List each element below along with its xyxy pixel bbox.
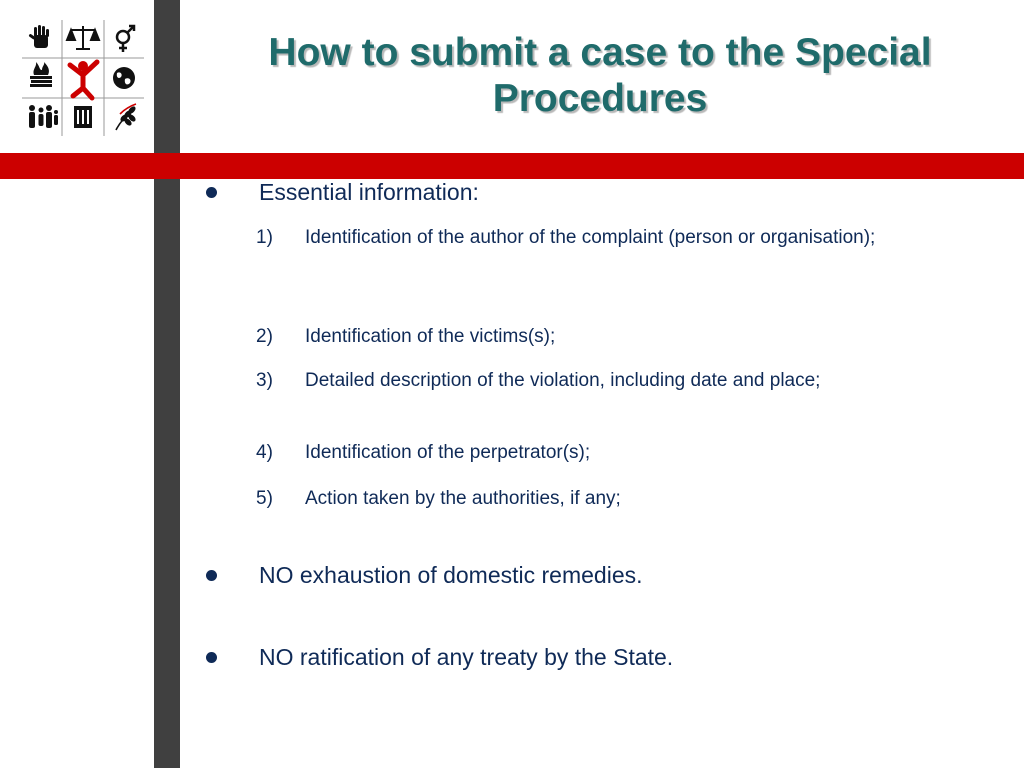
burning-books-icon: [30, 62, 52, 87]
family-group-icon: [29, 105, 58, 128]
human-rights-logo: [20, 18, 146, 138]
raised-hand-icon: [28, 25, 49, 48]
item-number: 5): [256, 488, 273, 509]
bullet-dot-icon: [206, 570, 217, 581]
slide-title: How to submit a case to the Special Procedures: [268, 31, 932, 120]
horizontal-red-bar: [0, 153, 1024, 179]
item-text: Detailed description of the violation, including date and place;: [305, 370, 821, 391]
item-number: 3): [256, 370, 273, 391]
item-text: Identification of the author of the complaint (person or organisation);: [305, 227, 876, 248]
prison-bars-icon: [74, 106, 92, 128]
item-text: Identification of the victims(s);: [305, 326, 556, 347]
wheat-icon: [116, 104, 136, 130]
gender-symbol-icon: [117, 26, 134, 52]
globe-icon: [113, 67, 135, 89]
item-number: 1): [256, 227, 273, 248]
item-number: 2): [256, 326, 273, 347]
vertical-gray-bar: [154, 0, 180, 768]
bullet-text: Essential information:: [259, 179, 479, 205]
human-figure-icon: [70, 61, 97, 98]
item-number: 4): [256, 442, 273, 463]
logo-grid: [20, 18, 146, 138]
item-text: Identification of the perpetrator(s);: [305, 442, 591, 463]
item-text: Action taken by the authorities, if any;: [305, 488, 621, 509]
bullet-dot-icon: [206, 187, 217, 198]
bullet-text: NO exhaustion of domestic remedies.: [259, 562, 643, 588]
scales-of-justice-icon: [67, 26, 99, 49]
bullet-dot-icon: [206, 652, 217, 663]
bullet-text: NO ratification of any treaty by the State.: [259, 644, 674, 670]
